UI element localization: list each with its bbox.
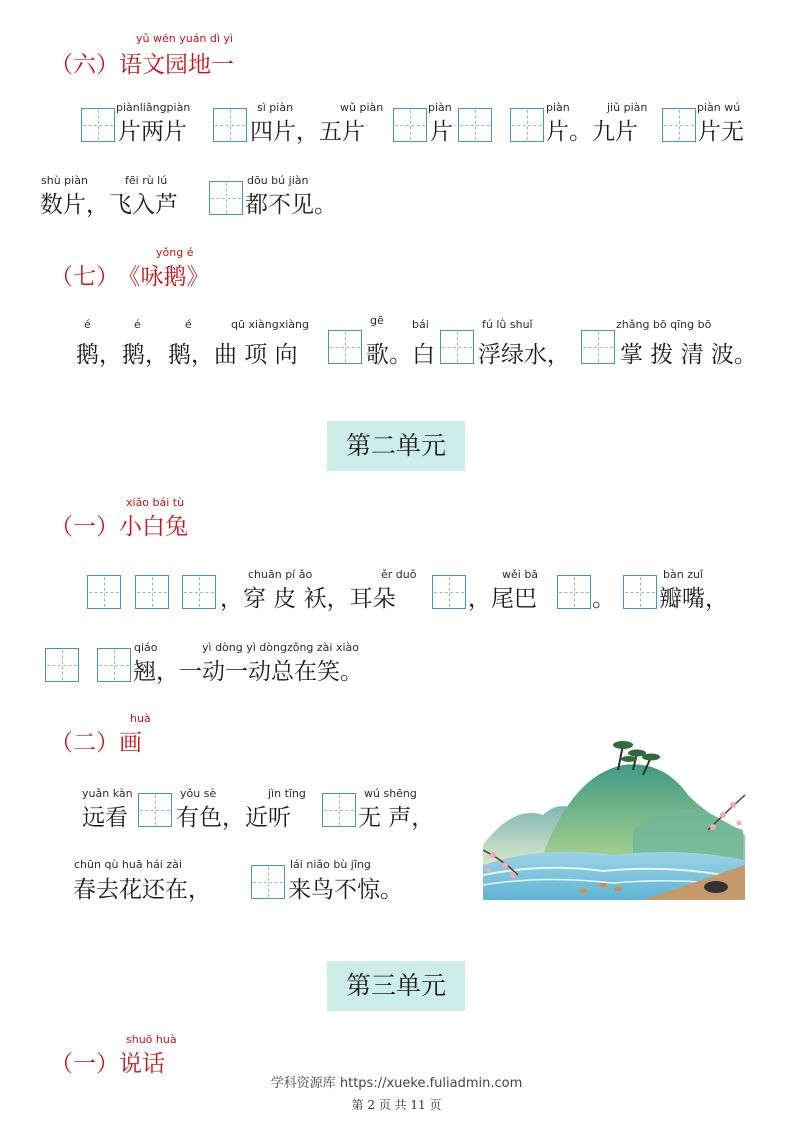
section-number: （一） [50, 514, 119, 540]
pinyin: é [185, 318, 192, 331]
pinyin: shù piàn [41, 174, 88, 187]
pinyin: é [134, 318, 141, 331]
pinyin: bàn zuǐ [663, 568, 703, 581]
text: 来鸟不惊。 [288, 877, 403, 903]
pinyin: piànliǎngpiàn [116, 101, 191, 114]
answer-box[interactable] [87, 575, 121, 609]
pinyin: piàn [546, 101, 570, 114]
pinyin: é [84, 318, 91, 331]
text: 远看 [82, 805, 128, 831]
pinyin: gē [370, 314, 384, 327]
pinyin: chūn qù huā hái zài [74, 858, 182, 871]
pinyin: chuān pí ǎo [248, 568, 313, 581]
answer-box[interactable] [209, 181, 243, 215]
answer-box[interactable] [393, 108, 427, 142]
text: 有色，近听 [176, 805, 291, 831]
text: 。 [592, 586, 615, 612]
section-name: 语文园地一 [119, 52, 234, 78]
pinyin: wú shēng [364, 787, 417, 800]
answer-box[interactable] [581, 330, 615, 364]
pinyin: jìn tīng [268, 787, 306, 800]
answer-box[interactable] [662, 108, 696, 142]
answer-box[interactable] [440, 330, 474, 364]
page-number: 第 2 页 共 11 页 [351, 1098, 442, 1112]
section-name: 画 [119, 730, 142, 756]
answer-box[interactable] [138, 793, 172, 827]
answer-box[interactable] [45, 648, 79, 682]
text: 浮绿水， [478, 342, 570, 368]
pinyin: bái [412, 318, 429, 331]
text: 春去花还在， [73, 877, 211, 903]
section-number: （一） [50, 1051, 119, 1077]
answer-box[interactable] [81, 108, 115, 142]
text: 无 声， [358, 805, 435, 831]
section-name: 说话 [119, 1051, 165, 1077]
section-pinyin: yǔ wén yuán dì yì [136, 32, 234, 45]
answer-box[interactable] [97, 648, 131, 682]
pinyin: fú lǜ shuǐ [482, 318, 533, 331]
section-number: （六） [50, 52, 119, 78]
answer-box[interactable] [328, 330, 362, 364]
text: 数片，飞入芦 [40, 192, 178, 218]
unit-heading: 第三单元 [327, 961, 465, 1011]
text: 片无 [698, 119, 744, 145]
text: 片 [430, 119, 453, 145]
section-title-6 [50, 46, 234, 79]
pinyin: piàn wú [697, 101, 741, 114]
pinyin: fēi rù lú [125, 174, 168, 187]
answer-box[interactable] [182, 575, 216, 609]
answer-box[interactable] [322, 793, 356, 827]
answer-box[interactable] [557, 575, 591, 609]
section-pinyin: yǒng é [156, 246, 194, 259]
text: 翘，一动一动总在笑。 [133, 659, 363, 685]
text: 鹅，鹅，鹅，曲 项 向 [76, 342, 298, 368]
pinyin: zhǎng bō qīng bō [616, 318, 712, 331]
pinyin: qū xiàngxiàng [231, 318, 309, 331]
text: 瓣嘴， [659, 586, 728, 612]
answer-box[interactable] [458, 108, 492, 142]
answer-box[interactable] [623, 575, 657, 609]
pinyin: piàn [428, 101, 452, 114]
text: ，穿 皮 袄，耳朵 [220, 586, 396, 612]
section-title-u2-1 [50, 508, 188, 541]
landscape-painting-image [483, 735, 753, 900]
text: 掌 拨 清 波。 [620, 342, 757, 368]
text: 歌。白 [366, 342, 435, 368]
answer-box[interactable] [135, 575, 169, 609]
section-pinyin: huà [130, 712, 151, 725]
section-name: 《咏鹅》 [129, 264, 210, 290]
section-title-u2-2 [50, 724, 142, 757]
pinyin: jiǔ piàn [607, 101, 648, 114]
answer-box[interactable] [432, 575, 466, 609]
pinyin: yì dòng yì dòngzǒng zài xiào [202, 641, 360, 654]
section-name: 小白兔 [119, 514, 188, 540]
text: 都不见。 [245, 192, 337, 218]
section-pinyin: xiǎo bái tù [126, 496, 185, 509]
pinyin: yǒu sè [180, 787, 217, 800]
text: 片。九片 [546, 119, 638, 145]
answer-box[interactable] [213, 108, 247, 142]
pinyin: dōu bú jiàn [247, 174, 309, 187]
pinyin: wǔ piàn [340, 101, 384, 114]
pinyin: lái niǎo bù jīng [290, 858, 371, 871]
source-footer: 学科资源库 https://xueke.fuliadmin.com [270, 1076, 523, 1091]
section-number: （二） [50, 730, 119, 756]
section-pinyin: shuō huà [126, 1033, 177, 1046]
pinyin: wěi bā [502, 568, 539, 581]
pinyin: yuǎn kàn [82, 787, 133, 800]
text: 四片，五片 [250, 119, 365, 145]
text: ，尾巴 [468, 586, 537, 612]
answer-box[interactable] [510, 108, 544, 142]
unit-heading: 第二单元 [327, 421, 465, 471]
section-title-7 [50, 258, 210, 291]
pinyin: qiáo [134, 641, 158, 654]
pinyin: sì piàn [257, 101, 294, 114]
answer-box[interactable] [251, 865, 285, 899]
text: 片两片 [118, 119, 187, 145]
section-number: （七） [50, 264, 119, 290]
pinyin: ěr duǒ [381, 568, 417, 581]
